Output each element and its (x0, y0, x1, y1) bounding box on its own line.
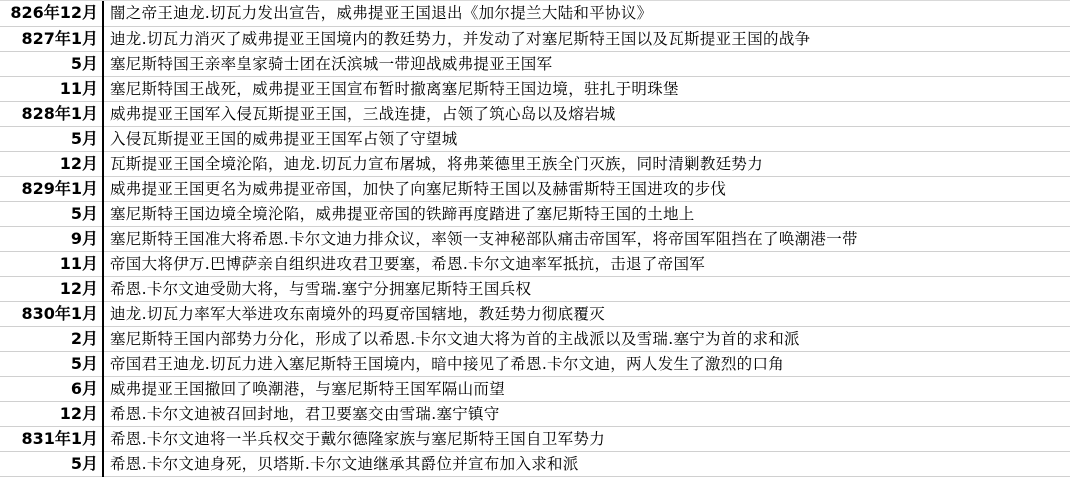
date-cell[interactable]: 827年1月 (0, 26, 103, 51)
date-cell[interactable]: 826年12月 (0, 1, 103, 26)
event-cell[interactable]: 塞尼斯特国王亲率皇家骑士团在沃滨城一带迎战威弗提亚王国军 (103, 51, 1070, 76)
event-cell[interactable]: 塞尼斯特王国边境全境沦陷，威弗提亚帝国的铁蹄再度踏进了塞尼斯特王国的土地上 (103, 201, 1070, 226)
event-cell[interactable]: 帝国君王迪龙.切瓦力进入塞尼斯特王国境内，暗中接见了希恩.卡尔文迪，两人发生了激烈的口角 (103, 351, 1070, 376)
table-row[interactable] (0, 451, 1070, 476)
event-cell[interactable]: 帝国大将伊万.巴博萨亲自组织进攻君卫要塞，希恩.卡尔文迪率军抵抗，击退了帝国军 (103, 251, 1070, 276)
table-row[interactable] (0, 176, 1070, 201)
table-row[interactable] (0, 1, 1070, 26)
date-cell[interactable]: 11月 (0, 251, 103, 276)
table-row[interactable] (0, 26, 1070, 51)
table-row[interactable] (0, 376, 1070, 401)
date-cell[interactable]: 5月 (0, 351, 103, 376)
date-cell[interactable]: 5月 (0, 126, 103, 151)
table-row[interactable] (0, 276, 1070, 301)
event-cell[interactable]: 迪龙.切瓦力率军大举进攻东南境外的玛夏帝国辖地，教廷势力彻底覆灭 (103, 301, 1070, 326)
table-row[interactable] (0, 326, 1070, 351)
table-row[interactable] (0, 51, 1070, 76)
date-cell[interactable]: 829年1月 (0, 176, 103, 201)
date-cell[interactable]: 2月 (0, 326, 103, 351)
date-cell[interactable]: 9月 (0, 226, 103, 251)
event-cell[interactable]: 塞尼斯特国王战死，威弗提亚王国宣布暂时撤离塞尼斯特王国边境，驻扎于明珠堡 (103, 76, 1070, 101)
event-cell[interactable]: 希恩.卡尔文迪被召回封地，君卫要塞交由雪瑞.塞宁镇守 (103, 401, 1070, 426)
table-row[interactable] (0, 126, 1070, 151)
event-cell[interactable]: 威弗提亚王国更名为威弗提亚帝国，加快了向塞尼斯特王国以及赫雷斯特王国进攻的步伐 (103, 176, 1070, 201)
event-cell[interactable]: 希恩.卡尔文迪身死，贝塔斯.卡尔文迪继承其爵位并宣布加入求和派 (103, 451, 1070, 476)
event-cell[interactable]: 闇之帝王迪龙.切瓦力发出宣告，威弗提亚王国退出《加尔提兰大陆和平协议》 (103, 1, 1070, 26)
table-row[interactable] (0, 151, 1070, 176)
date-cell[interactable]: 828年1月 (0, 101, 103, 126)
table-row[interactable] (0, 401, 1070, 426)
date-cell[interactable]: 5月 (0, 51, 103, 76)
date-cell[interactable]: 5月 (0, 201, 103, 226)
event-cell[interactable]: 希恩.卡尔文迪受勋大将，与雪瑞.塞宁分拥塞尼斯特王国兵权 (103, 276, 1070, 301)
date-cell[interactable]: 12月 (0, 151, 103, 176)
table-row[interactable] (0, 251, 1070, 276)
date-cell[interactable]: 11月 (0, 76, 103, 101)
event-cell[interactable]: 迪龙.切瓦力消灭了威弗提亚王国境内的教廷势力，并发动了对塞尼斯特王国以及瓦斯提亚王国的战争 (103, 26, 1070, 51)
date-cell[interactable]: 12月 (0, 276, 103, 301)
date-cell[interactable]: 6月 (0, 376, 103, 401)
event-cell[interactable]: 威弗提亚王国军入侵瓦斯提亚王国，三战连捷，占领了筑心岛以及熔岩城 (103, 101, 1070, 126)
date-cell[interactable]: 830年1月 (0, 301, 103, 326)
table-row[interactable] (0, 426, 1070, 451)
date-cell[interactable]: 12月 (0, 401, 103, 426)
event-cell[interactable]: 瓦斯提亚王国全境沦陷，迪龙.切瓦力宣布屠城，将弗莱德里王族全门灭族，同时清剿教廷势力 (103, 151, 1070, 176)
table-row[interactable] (0, 351, 1070, 376)
table-row[interactable] (0, 101, 1070, 126)
event-cell[interactable]: 入侵瓦斯提亚王国的威弗提亚王国军占领了守望城 (103, 126, 1070, 151)
timeline-rows (0, 1, 1070, 476)
date-cell[interactable]: 5月 (0, 451, 103, 476)
event-cell[interactable]: 威弗提亚王国撤回了唤潮港，与塞尼斯特王国军隔山而望 (103, 376, 1070, 401)
date-cell[interactable]: 831年1月 (0, 426, 103, 451)
table-row[interactable] (0, 76, 1070, 101)
table-row[interactable] (0, 201, 1070, 226)
table-row[interactable] (0, 301, 1070, 326)
timeline-table (0, 1, 1070, 477)
table-row[interactable] (0, 226, 1070, 251)
event-cell[interactable]: 希恩.卡尔文迪将一半兵权交于戴尔德隆家族与塞尼斯特王国自卫军势力 (103, 426, 1070, 451)
event-cell[interactable]: 塞尼斯特王国内部势力分化，形成了以希恩.卡尔文迪大将为首的主战派以及雪瑞.塞宁为首的求和派 (103, 326, 1070, 351)
event-cell[interactable]: 塞尼斯特王国准大将希恩.卡尔文迪力排众议，率领一支神秘部队痛击帝国军，将帝国军阻挡在了唤潮港一带 (103, 226, 1070, 251)
